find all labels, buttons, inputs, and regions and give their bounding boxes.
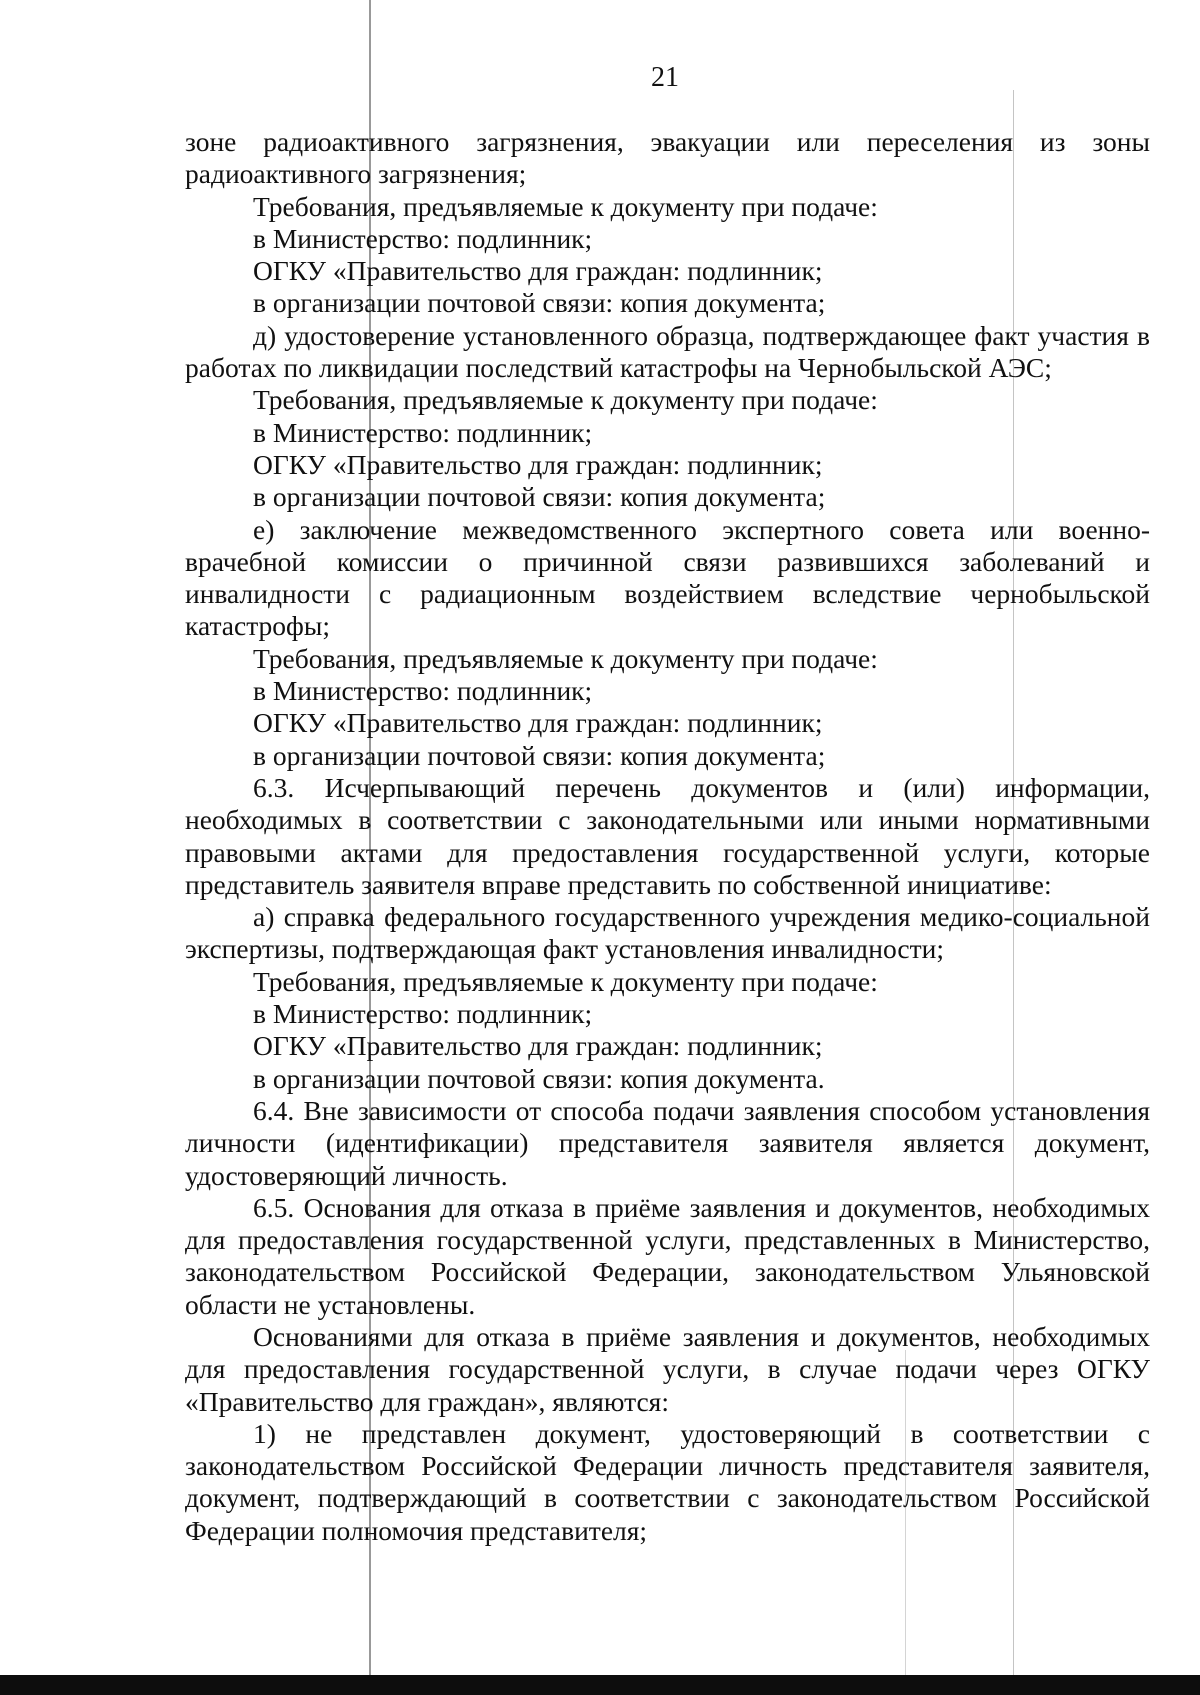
document-paragraph: Требования, предъявляемые к документу при подаче: (253, 965, 878, 997)
document-paragraph: 6.3. Исчерпывающий перечень документов и (или) информации, необходимых в соответствии с законодательными или иными нормативными правовыми актами для предоставления государственной услуги, которые представитель заявителя вправе представить по собственной инициативе: (185, 771, 1150, 900)
document-paragraph: 6.5. Основания для отказа в приёме заявления и документов, необходимых для предоставления государственной услуги, представленных в Министерство, законодательством Российской Федерации, законодательством Ульяновской области не установлены. (185, 1191, 1150, 1320)
document-paragraph: Основаниями для отказа в приёме заявления и документов, необходимых для предоставления государственной услуги, в случае подачи через ОГКУ «Правительство для граждан», являются: (185, 1320, 1150, 1417)
document-paragraph: ОГКУ «Правительство для граждан: подлинник; (253, 707, 823, 739)
document-paragraph: в организации почтовой связи: копия документа; (253, 739, 826, 771)
document-paragraph: д) удостоверение установленного образца, подтверждающее факт участия в работах по ликвидации последствий катастрофы на Чернобыльской АЭС; (185, 319, 1150, 384)
document-paragraph: в Министерство: подлинник; (253, 675, 593, 707)
document-paragraph: ОГКУ «Правительство для граждан: подлинник; (253, 448, 823, 480)
document-paragraph: в Министерство: подлинник; (253, 998, 593, 1030)
document-paragraph: 6.4. Вне зависимости от способа подачи заявления способом установления личности (идентификации) представителя заявителя является документ, удостоверяющий личность. (185, 1094, 1150, 1191)
document-paragraph: а) справка федерального государственного учреждения медико-социальной экспертизы, подтверждающая факт установления инвалидности; (185, 901, 1150, 965)
document-paragraph: Требования, предъявляемые к документу при подаче: (253, 384, 878, 416)
document-paragraph: в организации почтовой связи: копия документа; (253, 481, 826, 513)
scan-bottom-edge (0, 1675, 1200, 1695)
document-paragraph: зоне радиоактивного загрязнения, эвакуации или переселения из зоны радиоактивного загрязнения; (185, 126, 1150, 190)
document-paragraph: в организации почтовой связи: копия документа. (253, 1062, 825, 1094)
document-paragraph: е) заключение межведомственного экспертного совета или военно-врачебной комиссии о причинной связи развившихся заболеваний и инвалидности с радиационным воздействием вследствие чернобыльской катастрофы; (185, 513, 1150, 642)
document-paragraph: в организации почтовой связи: копия документа; (253, 287, 826, 319)
document-paragraph: в Министерство: подлинник; (253, 222, 593, 254)
document-paragraph: 1) не представлен документ, удостоверяющий в соответствии с законодательством Российской Федерации личность представителя заявителя, документ, подтверждающий в соответствии с законодательством Российской Федерации полномочия представителя; (185, 1417, 1150, 1546)
document-paragraph: Требования, предъявляемые к документу при подаче: (253, 642, 878, 674)
document-paragraph: Требования, предъявляемые к документу при подаче: (253, 190, 878, 222)
page-number: 21 (651, 62, 679, 93)
document-paragraph: ОГКУ «Правительство для граждан: подлинник; (253, 255, 823, 287)
document-paragraph: ОГКУ «Правительство для граждан: подлинник; (253, 1030, 823, 1062)
document-body (185, 126, 1150, 1547)
document-paragraph: в Министерство: подлинник; (253, 416, 593, 448)
